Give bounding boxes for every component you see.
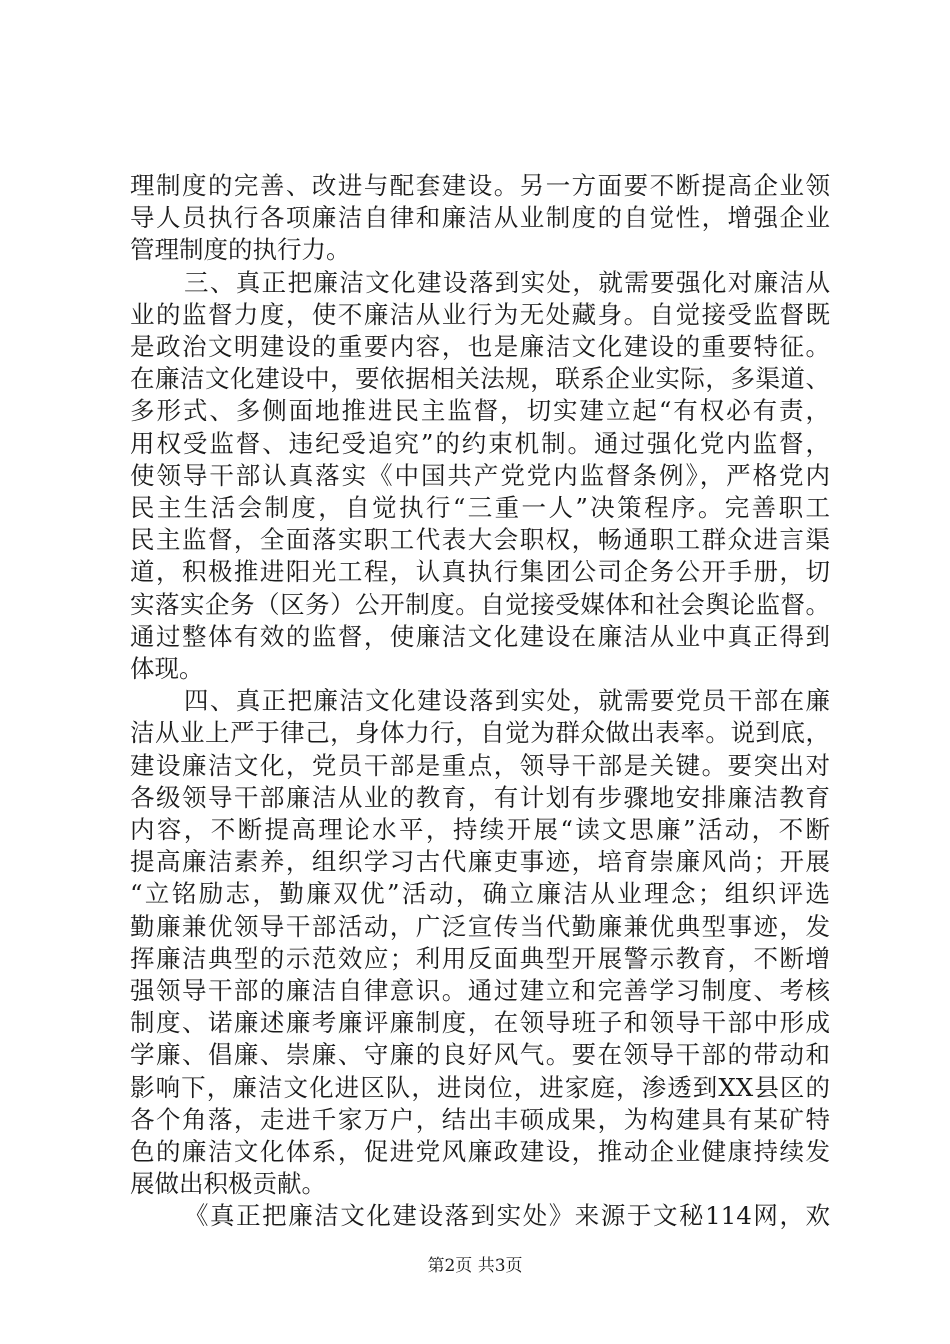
text-line: 管理制度的执行力。	[130, 235, 351, 265]
text-line: 四、真正把廉洁文化建设落到实处，就需要党员干部在廉	[184, 686, 830, 716]
text-line: 各个角落，走进千家万户，结出丰硕成果，为构建具有某矿特	[130, 1104, 830, 1134]
text-line: 导人员执行各项廉洁自律和廉洁从业制度的自觉性，增强企业	[130, 203, 830, 233]
text-line: 强领导干部的廉洁自律意识。通过建立和完善学习制度、考核	[130, 976, 830, 1005]
text-line: 制度、诺廉述廉考廉评廉制度，在领导班子和领导干部中形成	[130, 1008, 830, 1038]
text-line: 用权受监督、违纪受追究”的约束机制。通过强化党内监督，	[130, 428, 830, 458]
text-line: 提高廉洁素养，组织学习古代廉吏事迹，培育崇廉风尚；开展	[130, 847, 830, 877]
text-line: 民主生活会制度，自觉执行“三重一人”决策程序。完善职工	[130, 493, 830, 522]
text-line: 影响下，廉洁文化进区队，进岗位，进家庭，渗透到XX县区的	[130, 1072, 830, 1102]
text-line: 展做出积极贡献。	[130, 1169, 326, 1199]
text-line: 建设廉洁文化，党员干部是重点，领导干部是关键。要突出对	[130, 750, 830, 780]
text-line: 内容，不断提高理论水平，持续开展“读文思廉”活动，不断	[130, 815, 830, 844]
text-line: 体现。	[130, 654, 204, 683]
text-line: 实落实企务（区务）公开制度。自觉接受媒体和社会舆论监督。	[130, 589, 830, 619]
text-line: 是政治文明建设的重要内容，也是廉洁文化建设的重要特征。	[130, 332, 830, 361]
text-line: 在廉洁文化建设中，要依据相关法规，联系企业实际，多渠道、	[130, 364, 830, 394]
text-line: 勤廉兼优领导干部活动，广泛宣传当代勤廉兼优典型事迹，发	[130, 911, 830, 941]
text-line: 学廉、倡廉、崇廉、守廉的良好风气。要在领导干部的带动和	[130, 1040, 830, 1070]
text-line: 多形式、多侧面地推进民主监督，切实建立起“有权必有责，	[130, 396, 830, 426]
text-line: 理制度的完善、改进与配套建设。另一方面要不断提高企业领	[130, 171, 830, 200]
text-line: 三、真正把廉洁文化建设落到实处，就需要强化对廉洁从	[184, 267, 830, 297]
text-line: “立铭励志，勤廉双优”活动，确立廉洁从业理念；组织评选	[130, 879, 830, 909]
text-line: 道，积极推进阳光工程，认真执行集团公司企务公开手册，切	[130, 557, 830, 587]
text-line: 洁从业上严于律己，身体力行，自觉为群众做出表率。说到底，	[130, 718, 830, 748]
text-line: 各级领导干部廉洁从业的教育，有计划有步骤地安排廉洁教育	[130, 782, 830, 812]
text-line: 通过整体有效的监督，使廉洁文化建设在廉洁从业中真正得到	[130, 621, 830, 651]
text-line: 挥廉洁典型的示范效应；利用反面典型开展警示教育，不断增	[130, 943, 830, 973]
text-line: 业的监督力度，使不廉洁从业行为无处藏身。自觉接受监督既	[130, 299, 830, 329]
page-number-footer: 第2页 共3页	[427, 1256, 523, 1276]
text-line: 使领导干部认真落实《中国共产党党内监督条例》，严格党内	[130, 460, 830, 490]
text-line: 色的廉洁文化体系，促进党风廉政建设，推动企业健康持续发	[130, 1137, 830, 1166]
text-line: 《真正把廉洁文化建设落到实处》来源于文秘114网，欢	[184, 1201, 830, 1231]
text-line: 民主监督，全面落实职工代表大会职权，畅通职工群众进言渠	[130, 525, 830, 555]
